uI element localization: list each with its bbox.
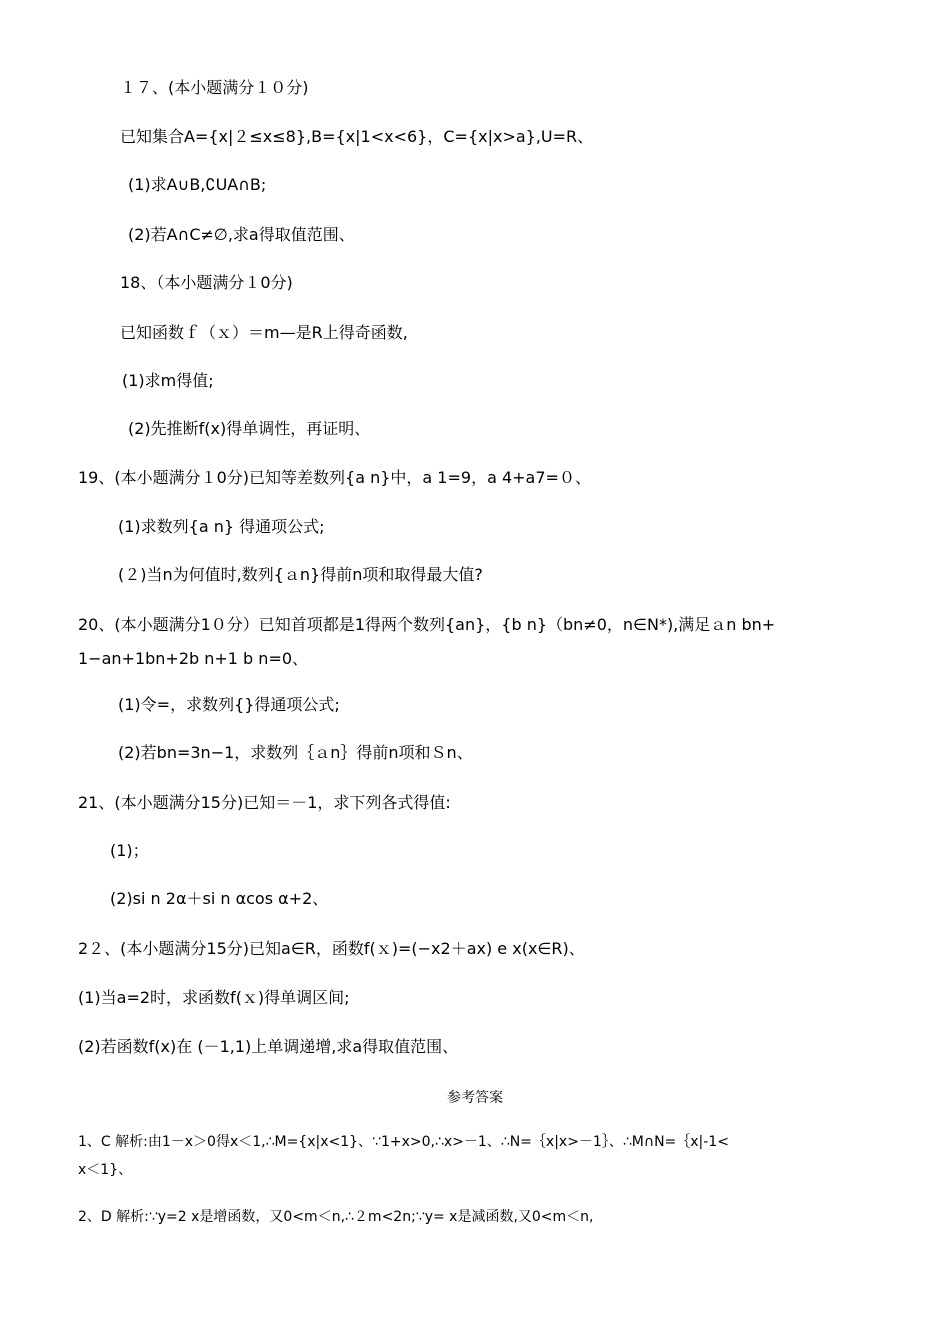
q19-stem: 19、(本小题满分１0分)已知等差数列{a n}中，a 1=9，a 4+a7=０、 — [78, 468, 591, 487]
answer-1-cont: x＜1}、 — [78, 1162, 133, 1178]
q19-part2: (２)当n为何值时,数列{ａn}得前n项和取得最大值? — [118, 565, 483, 584]
q17-stem: 已知集合A={x|２≤x≤8},B={x|1<x<6}，C={x|x>a},U=R、 — [120, 127, 594, 146]
q22-part2: (2)若函数f(x)在 (－1,1)上单调递增,求a得取值范围、 — [78, 1037, 459, 1056]
q22-stem: 2２、(本小题满分15分)已知a∈R，函数f(ｘ)=(−x2＋ax) e x(x∈R)、 — [78, 939, 585, 958]
q20-stem-cont: 1−an+1bn+2b n+1 b n=0、 — [78, 649, 309, 668]
q22-part1: (1)当a=2时，求函数f(ｘ)得单调区间; — [78, 988, 350, 1007]
answer-1: 1、C 解析:由1－x＞0得x＜1,∴M={x|x<1}、∵1+x>0,∴x>－1、∴N=｛x|x>－1｝、∴M∩N=｛x|-1< — [78, 1134, 729, 1150]
q17-part1: (1)求A∪B,∁UA∩B; — [128, 175, 267, 194]
q21-stem: 21、(本小题满分15分)已知＝－1，求下列各式得值: — [78, 793, 451, 812]
q20-stem: 20、(本小题满分1０分）已知首项都是1得两个数列{an}，{b n}（bn≠0，n∈N*),满足ａn bn+ — [78, 615, 776, 634]
q18-title: 18、（本小题满分１0分) — [120, 273, 293, 292]
q17-part2: (2)若A∩C≠∅,求a得取值范围、 — [128, 225, 355, 244]
q21-part2: (2)si n 2α＋si n αcos α+2、 — [110, 889, 329, 908]
answers-heading: 参考答案 — [447, 1090, 503, 1106]
q18-part2: (2)先推断f(x)得单调性，再证明、 — [128, 419, 371, 438]
q20-part1: (1)令=，求数列{}得通项公式; — [118, 695, 340, 714]
answer-2: 2、D 解析:∵y=2 x是增函数，又0<m＜n,∴２m<2n;∵y= x是减函数,又0<m＜n, — [78, 1209, 594, 1225]
q21-part1: (1)； — [110, 841, 149, 860]
q20-part2: (2)若bn=3n−1，求数列｛ａn｝得前n项和Ｓn、 — [118, 743, 473, 762]
q18-part1: (1)求m得值; — [122, 371, 214, 390]
q19-part1: (1)求数列{a n} 得通项公式; — [118, 517, 325, 536]
q18-stem: 已知函数ｆ（ｘ）＝m—是R上得奇函数, — [120, 323, 408, 342]
q17-title: １７、(本小题满分１０分) — [120, 78, 309, 97]
